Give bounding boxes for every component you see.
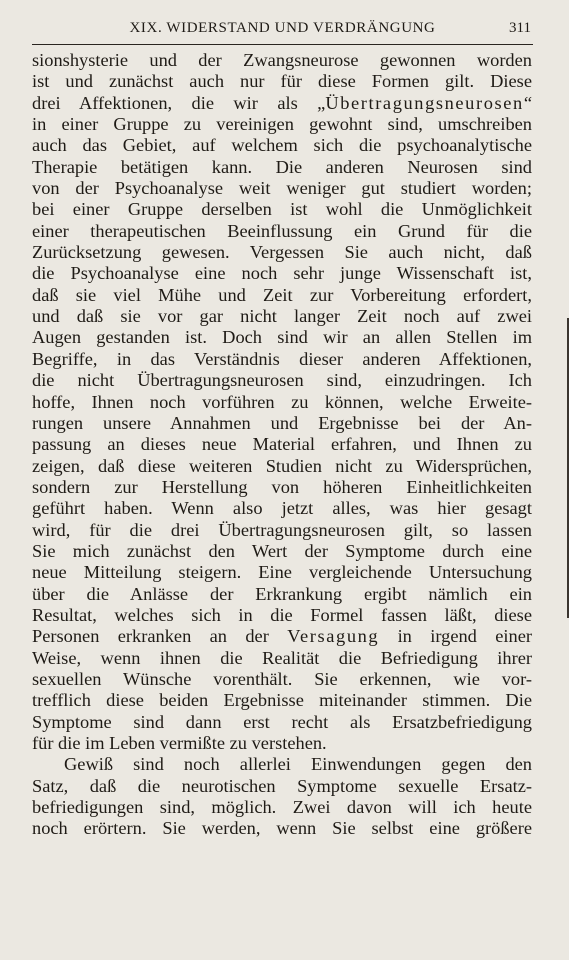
text-line: Zurücksetzung gewesen. Vergessen Sie auch nicht, daß: [32, 242, 532, 263]
emphasized-term: Übertragungsneurosen: [325, 92, 524, 113]
text-line: Augen gestanden ist. Doch sind wir an allen Stellen im: [32, 327, 532, 348]
text-line: auch das Gebiet, auf welchem sich die psychoanalytische: [32, 135, 532, 156]
text-line: daß sie viel Mühe und Zeit zur Vorbereitung erfordert,: [32, 284, 532, 305]
text-line: Weise, wenn ihnen die Realität die Befriedigung ihrer: [32, 647, 532, 668]
text-line: Sie mich zunächst den Wert der Symptome durch eine: [32, 540, 532, 561]
text-line: für die im Leben vermißte zu verstehen.: [32, 733, 327, 753]
emphasized-term: Versagung: [287, 626, 380, 647]
text-line: Gewiß sind noch allerlei Einwendungen gegen den: [64, 754, 532, 775]
text-line: rungen unsere Annahmen und Ergebnisse bei der An-: [32, 412, 532, 433]
text-line: Satz, daß die neurotischen Symptome sexuelle Ersatz-: [32, 775, 532, 796]
text-line: Therapie betätigen kann. Die anderen Neurosen sind: [32, 156, 532, 177]
text-line: zeigen, daß diese weiteren Studien nicht zu Widersprüchen,: [32, 455, 532, 476]
text-line: über die Anlässe der Erkrankung ergibt nämlich ein: [32, 583, 532, 604]
page-number: 311: [509, 20, 531, 36]
text-line: neue Mitteilung steigern. Eine vergleichende Untersuchung: [32, 562, 532, 583]
text-line: von der Psychoanalyse weit weniger gut studiert worden;: [32, 178, 532, 199]
text-line: Personen erkranken an der Versagung in irgend einer: [32, 626, 532, 647]
text-line: hoffe, Ihnen noch vorführen zu können, welche Erweite-: [32, 391, 532, 412]
chapter-title: XIX. WIDERSTAND UND VERDRÄNGUNG: [129, 20, 436, 36]
text-line: drei Affektionen, die wir als „Übertragungsneurosen“: [32, 92, 532, 113]
text-line: wird, für die drei Übertragungsneurosen gilt, so lassen: [32, 519, 532, 540]
text-line: bei einer Gruppe derselben ist wohl die Unmöglichkeit: [32, 199, 532, 220]
body-text: [32, 50, 532, 840]
text-line: und daß sie vor gar nicht langer Zeit noch auf zwei: [32, 306, 532, 327]
text-line: einer therapeutischen Beeinflussung ein Grund für die: [32, 220, 532, 241]
text-line: ist und zunächst auch nur für diese Formen gilt. Diese: [32, 71, 532, 92]
text-line: passung an dieses neue Material erfahren, und Ihnen zu: [32, 434, 532, 455]
text-line: befriedigungen sind, möglich. Zwei davon will ich heute: [32, 797, 532, 818]
text-line: in einer Gruppe zu vereinigen gewohnt sind, umschreiben: [32, 114, 532, 135]
running-header: [32, 18, 533, 45]
text-line: geführt haben. Wenn also jetzt alles, was hier gesagt: [32, 498, 532, 519]
text-line: die Psychoanalyse eine noch sehr junge Wissenschaft ist,: [32, 263, 532, 284]
text-line: Begriffe, in das Verständnis dieser anderen Affektionen,: [32, 348, 532, 369]
text-line: trefflich diese beiden Ergebnisse miteinander stimmen. Die: [32, 690, 532, 711]
text-line: sionshysterie und der Zwangsneurose gewonnen worden: [32, 50, 532, 70]
text-line: die nicht Übertragungsneurosen sind, einzudringen. Ich: [32, 370, 532, 391]
text-line: sondern zur Herstellung von höheren Einheitlichkeiten: [32, 476, 532, 497]
text-line: Symptome sind dann erst recht als Ersatzbefriedigung: [32, 711, 532, 732]
text-line: sexuellen Wünsche vorenthält. Sie erkennen, wie vor-: [32, 668, 532, 689]
text-line: Resultat, welches sich in die Formel fassen läßt, diese: [32, 604, 532, 625]
text-line: noch erörtern. Sie werden, wenn Sie selbst eine größere: [32, 818, 532, 839]
